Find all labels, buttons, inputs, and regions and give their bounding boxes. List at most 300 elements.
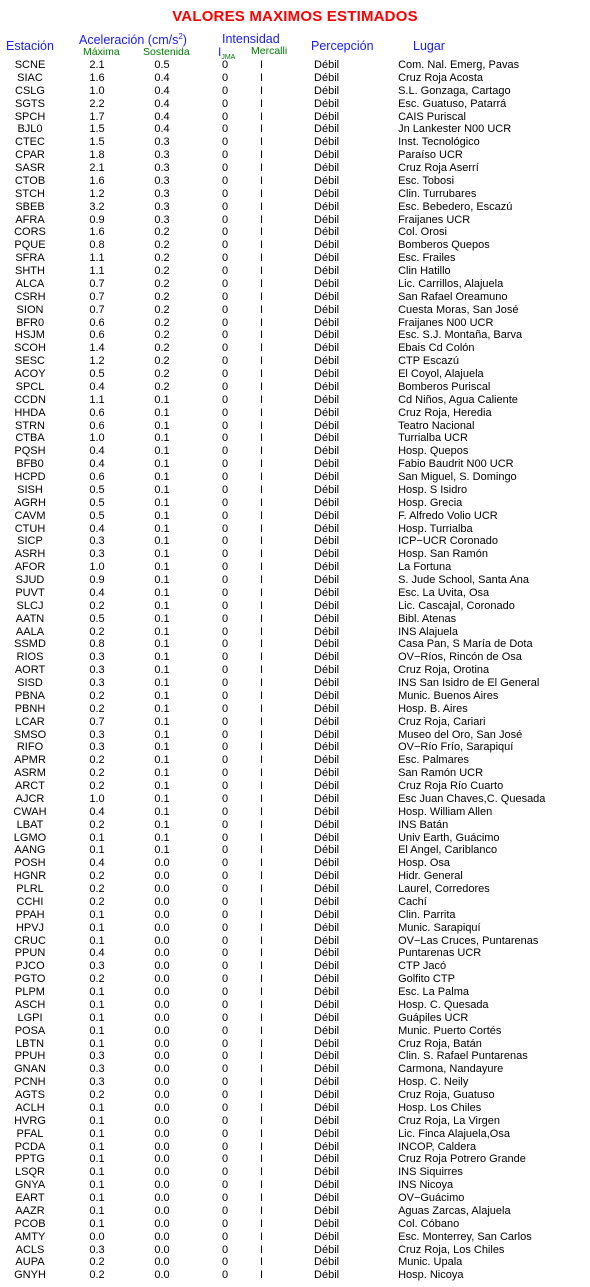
table-row	[0, 265, 588, 278]
perception-cell: Débil	[314, 445, 340, 458]
perception-cell: Débil	[314, 574, 340, 586]
perception-cell: Débil	[314, 252, 340, 265]
location-cell: Casa Pan, S María de Dota	[398, 638, 533, 651]
perception-cell: Débil	[314, 1037, 340, 1050]
perception-cell: Débil	[314, 1011, 340, 1024]
table-row	[0, 767, 588, 780]
location-cell: Clin. S. Rafael Puntarenas	[398, 1050, 528, 1063]
accel-sostenida-cell: 0.4	[154, 97, 170, 110]
intensity-jma-cell: 0	[221, 1063, 229, 1076]
perception-cell: Débil	[314, 689, 340, 702]
intensity-mercalli-cell: I	[260, 883, 264, 895]
intensity-jma-cell: 0	[221, 445, 229, 458]
intensity-mercalli-cell: I	[260, 844, 264, 857]
intensity-jma-cell: 0	[221, 870, 229, 883]
intensity-jma-cell: 0	[221, 1114, 229, 1127]
intensity-mercalli-cell: I	[260, 483, 264, 496]
intensity-mercalli-cell: I	[260, 393, 264, 406]
cell-spacer	[390, 677, 398, 690]
table-row	[0, 754, 588, 767]
accel-max-cell: 0.1	[89, 1179, 105, 1192]
station-code-cell: AGRH	[14, 496, 46, 509]
accel-sostenida-cell: 0.3	[154, 187, 170, 200]
table-row	[0, 716, 588, 729]
station-code-cell: CCDN	[14, 393, 46, 406]
intensity-mercalli-cell: I	[260, 123, 264, 136]
table-row	[0, 85, 588, 98]
intensity-mercalli-cell: I	[260, 380, 264, 393]
accel-sostenida-cell: 0.1	[154, 612, 170, 625]
perception-cell: Débil	[314, 1140, 340, 1153]
table-row	[0, 780, 588, 793]
table-row	[0, 226, 588, 239]
accel-sostenida-cell: 0.0	[154, 934, 170, 947]
accel-sostenida-cell: 0.2	[154, 290, 170, 303]
intensity-mercalli-cell: I	[260, 934, 264, 947]
perception-cell: Débil	[314, 934, 340, 947]
perception-cell: Débil	[314, 277, 340, 290]
cell-spacer	[390, 1244, 398, 1257]
location-cell: Cruz Roja, Orotina	[398, 664, 490, 677]
accel-sostenida-cell: 0.0	[154, 1089, 170, 1101]
accel-sostenida-cell: 0.0	[154, 1024, 170, 1037]
station-code-cell: LBAT	[16, 818, 44, 831]
table-row	[0, 909, 588, 922]
location-cell: Esc. Guatuso, Patarrá	[398, 97, 507, 110]
intensity-mercalli-cell: I	[260, 612, 264, 625]
table-row	[0, 832, 588, 845]
location-cell: Clin Hatillo	[398, 265, 451, 277]
perception-cell: Débil	[314, 1217, 340, 1230]
accel-sostenida-cell: 0.0	[154, 1204, 170, 1217]
intensity-mercalli-cell: I	[260, 818, 264, 831]
intensity-mercalli-cell: I	[260, 1230, 264, 1243]
cell-spacer	[390, 85, 398, 98]
perception-cell: Débil	[314, 741, 340, 754]
intensity-mercalli-cell: I	[260, 522, 264, 535]
accel-sostenida-cell: 0.0	[154, 1127, 170, 1140]
location-cell: INS San Isidro de El General	[398, 677, 540, 689]
station-code-cell: HSJM	[15, 329, 45, 342]
perception-cell: Débil	[314, 1063, 340, 1076]
location-cell: Cruz Roja, La Virgen	[398, 1114, 500, 1127]
cell-spacer	[390, 188, 398, 201]
station-code-cell: ACLS	[15, 1243, 45, 1256]
station-code-cell: ASRH	[14, 548, 46, 561]
intensity-mercalli-cell: I	[260, 187, 264, 200]
station-code-cell: LSQR	[15, 1166, 45, 1179]
accel-max-cell: 1.0	[89, 792, 105, 805]
intensity-jma-cell: 0	[221, 522, 229, 535]
intensity-mercalli-cell: I	[260, 1256, 264, 1269]
intensity-jma-cell: 0	[221, 702, 229, 715]
intensity-mercalli-cell: I	[260, 921, 264, 934]
perception-cell: Débil	[314, 316, 340, 329]
location-cell: INS Siquirres	[398, 1166, 463, 1179]
accel-sostenida-cell: 0.0	[154, 1179, 170, 1192]
station-code-cell: SMSO	[13, 728, 47, 741]
perception-cell: Débil	[314, 355, 340, 368]
intensity-jma-cell: 0	[221, 677, 229, 689]
intensity-jma-cell: 0	[221, 226, 229, 239]
cell-spacer	[390, 1192, 398, 1205]
intensity-mercalli-cell: I	[260, 574, 264, 586]
cell-spacer	[390, 1269, 398, 1282]
accel-sostenida-cell: 0.1	[154, 689, 170, 702]
intensity-jma-cell: 0	[221, 689, 229, 702]
cell-spacer	[390, 265, 398, 278]
intensity-mercalli-cell: I	[260, 857, 264, 870]
station-code-cell: SISD	[17, 677, 43, 689]
accel-max-cell: 1.5	[89, 136, 105, 149]
accel-sostenida-cell: 0.1	[154, 393, 170, 406]
location-cell: Hosp. Nicoya	[398, 1269, 464, 1282]
accel-max-cell: 0.3	[89, 1050, 105, 1063]
cell-spacer	[390, 767, 398, 780]
accel-max-cell: 0.6	[89, 329, 105, 342]
accel-max-cell: 0.3	[89, 1063, 105, 1076]
cell-spacer	[390, 1205, 398, 1218]
intensity-jma-cell: 0	[221, 986, 229, 998]
perception-cell: Débil	[314, 1114, 340, 1127]
station-code-cell: POSA	[14, 1024, 46, 1037]
accel-sostenida-cell: 0.1	[154, 432, 170, 445]
perception-cell: Débil	[314, 921, 340, 934]
intensity-mercalli-cell: I	[260, 986, 264, 998]
station-code-cell: AGTS	[15, 1089, 45, 1101]
accel-max-cell: 1.0	[89, 432, 105, 445]
table-row	[0, 664, 588, 677]
station-code-cell: PPAH	[15, 908, 45, 921]
perception-cell: Débil	[314, 1256, 340, 1269]
station-code-cell: LGMO	[13, 831, 47, 844]
accel-max-cell: 0.1	[89, 1024, 105, 1037]
station-code-cell: CORS	[14, 226, 46, 239]
location-cell: Cruz Roja Potrero Grande	[398, 1153, 526, 1166]
perception-cell: Débil	[314, 406, 340, 419]
perception-cell: Débil	[314, 1269, 340, 1282]
accel-max-cell: 0.4	[89, 857, 105, 870]
location-cell: Hosp. S Isidro	[398, 483, 468, 496]
accel-max-cell: 0.1	[89, 998, 105, 1011]
location-cell: OV−Guácimo	[398, 1192, 465, 1204]
accel-max-cell: 0.1	[89, 921, 105, 934]
table-row	[0, 188, 588, 201]
location-cell: El Angel, Cariblanco	[398, 844, 498, 857]
cell-spacer	[390, 458, 398, 471]
accel-max-cell: 1.1	[89, 393, 105, 406]
cell-spacer	[390, 844, 398, 857]
table-row	[0, 445, 588, 458]
station-code-cell: CTUH	[14, 522, 46, 535]
intensity-mercalli-cell: I	[260, 149, 264, 162]
accel-sostenida-cell: 0.0	[154, 1114, 170, 1127]
cell-spacer	[390, 999, 398, 1012]
accel-max-cell: 0.4	[89, 458, 105, 471]
intensity-jma-cell: 0	[221, 638, 229, 651]
location-cell: Col. Cóbano	[398, 1217, 460, 1230]
station-code-cell: CSLG	[15, 84, 45, 97]
perception-cell: Débil	[314, 973, 340, 986]
table-row	[0, 793, 588, 806]
accel-max-cell: 0.1	[89, 908, 105, 921]
cell-spacer	[390, 1089, 398, 1102]
table-row	[0, 291, 588, 304]
accel-sostenida-cell: 0.1	[154, 496, 170, 509]
cell-spacer	[390, 973, 398, 986]
cell-spacer	[390, 329, 398, 342]
perception-cell: Débil	[314, 419, 340, 432]
location-cell: Esc. Tobosi	[398, 174, 455, 187]
table-row	[0, 613, 588, 626]
cell-spacer	[390, 355, 398, 368]
cell-spacer	[390, 832, 398, 845]
intensity-mercalli-cell: I	[260, 419, 264, 432]
station-code-cell: AANG	[14, 844, 46, 857]
location-cell: Esc. Frailes	[398, 252, 456, 265]
table-row	[0, 844, 588, 857]
intensity-mercalli-cell: I	[260, 368, 264, 380]
location-cell: El Coyol, Alajuela	[398, 368, 484, 380]
perception-cell: Débil	[314, 136, 340, 149]
intensity-mercalli-cell: I	[260, 303, 264, 316]
accel-max-cell: 0.2	[89, 895, 105, 908]
perception-cell: Débil	[314, 715, 340, 728]
cell-spacer	[390, 1153, 398, 1166]
station-code-cell: PJCO	[15, 960, 45, 973]
intensity-mercalli-cell: I	[260, 1114, 264, 1127]
table-row	[0, 175, 588, 188]
accel-max-cell: 0.9	[89, 213, 105, 226]
accel-max-cell: 0.2	[89, 625, 105, 638]
station-code-cell: SIAC	[17, 71, 43, 84]
table-row	[0, 973, 588, 986]
intensity-mercalli-cell: I	[260, 432, 264, 445]
station-code-cell: CTBA	[15, 432, 45, 445]
location-cell: Clin. Turrubares	[398, 187, 477, 200]
intensity-jma-cell: 0	[221, 329, 229, 342]
accel-sostenida-cell: 0.1	[154, 651, 170, 664]
accel-max-cell: 0.2	[89, 689, 105, 702]
accel-sostenida-cell: 0.1	[154, 574, 170, 586]
perception-cell: Débil	[314, 200, 340, 213]
cell-spacer	[390, 1141, 398, 1154]
table-row	[0, 497, 588, 510]
accel-sostenida-cell: 0.0	[154, 1037, 170, 1050]
table-row	[0, 149, 588, 162]
perception-cell: Débil	[314, 123, 340, 136]
intensity-mercalli-cell: I	[260, 947, 264, 960]
accel-sostenida-cell: 0.1	[154, 677, 170, 689]
location-cell: INS Alajuela	[398, 625, 458, 638]
station-code-cell: ASCH	[14, 998, 46, 1011]
subheader-sostenida: Sostenida	[143, 46, 190, 58]
accel-sostenida-cell: 0.2	[154, 265, 170, 277]
location-cell: Hosp. Quepos	[398, 445, 469, 458]
accel-max-cell: 0.1	[89, 1166, 105, 1179]
accel-sostenida-cell: 0.1	[154, 844, 170, 857]
intensity-jma-cell: 0	[221, 1101, 229, 1114]
table-row	[0, 1102, 588, 1115]
intensity-jma-cell: 0	[221, 393, 229, 406]
intensity-jma-cell: 0	[221, 509, 229, 522]
table-row	[0, 432, 588, 445]
station-code-cell: LCAR	[15, 715, 45, 728]
accel-max-cell: 2.1	[89, 59, 105, 71]
table-row	[0, 1128, 588, 1141]
location-cell: Puntarenas UCR	[398, 947, 482, 960]
table-row	[0, 1166, 588, 1179]
cell-spacer	[390, 1128, 398, 1141]
accel-max-cell: 1.2	[89, 187, 105, 200]
table-row	[0, 523, 588, 536]
cell-spacer	[390, 523, 398, 536]
intensity-jma-cell: 0	[221, 149, 229, 162]
accel-sostenida-cell: 0.1	[154, 458, 170, 471]
cell-spacer	[390, 613, 398, 626]
station-code-cell: PUVT	[15, 586, 45, 599]
intensity-mercalli-cell: I	[260, 728, 264, 741]
location-cell: Hosp. William Allen	[398, 805, 493, 818]
accel-sostenida-cell: 0.3	[154, 213, 170, 226]
cell-spacer	[390, 445, 398, 458]
location-cell: Col. Orosi	[398, 226, 447, 239]
station-code-cell: AMTY	[14, 1230, 46, 1243]
location-cell: OV−Ríos, Rincón de Osa	[398, 651, 522, 664]
cell-spacer	[390, 98, 398, 111]
station-code-cell: SASR	[15, 162, 45, 174]
station-code-cell: AJCR	[15, 792, 45, 805]
header-percepcion: Percepción	[311, 39, 374, 53]
accel-sostenida-cell: 0.1	[154, 767, 170, 780]
cell-spacer	[390, 793, 398, 806]
cell-spacer	[390, 690, 398, 703]
table-row	[0, 510, 588, 523]
intensity-mercalli-cell: I	[260, 1192, 264, 1204]
accel-max-cell: 2.2	[89, 97, 105, 110]
intensity-mercalli-cell: I	[260, 715, 264, 728]
location-cell: Hosp. Turrialba	[398, 522, 473, 535]
intensity-jma-cell: 0	[221, 316, 229, 329]
accel-sostenida-cell: 0.1	[154, 561, 170, 574]
perception-cell: Débil	[314, 1179, 340, 1192]
station-code-cell: GNYH	[14, 1269, 46, 1282]
station-code-cell: ALCA	[15, 277, 45, 290]
intensity-jma-cell: 0	[221, 213, 229, 226]
cell-spacer	[390, 136, 398, 149]
perception-cell: Débil	[314, 883, 340, 895]
accel-sostenida-cell: 0.4	[154, 123, 170, 136]
perception-cell: Débil	[314, 561, 340, 574]
cell-spacer	[390, 1218, 398, 1231]
intensity-mercalli-cell: I	[260, 599, 264, 612]
station-code-cell: SESC	[15, 355, 45, 368]
location-cell: Fraijanes UCR	[398, 213, 471, 226]
intensity-jma-cell: 0	[221, 1179, 229, 1192]
cell-spacer	[390, 149, 398, 162]
perception-cell: Débil	[314, 432, 340, 445]
accel-max-cell: 0.7	[89, 715, 105, 728]
intensity-jma-cell: 0	[221, 1076, 229, 1089]
cell-spacer	[390, 870, 398, 883]
header-aceleracion: Aceleración $(cm/s^2)$	[79, 32, 187, 48]
location-cell: Turrialba UCR	[398, 432, 468, 445]
cell-spacer	[390, 226, 398, 239]
location-cell: CTP Escazú	[398, 355, 459, 368]
perception-cell: Débil	[314, 792, 340, 805]
intensity-jma-cell: 0	[221, 1204, 229, 1217]
station-code-cell: PPUH	[14, 1050, 46, 1063]
accel-sostenida-cell: 0.0	[154, 1011, 170, 1024]
perception-cell: Débil	[314, 110, 340, 123]
location-cell: Hidr. General	[398, 870, 463, 883]
station-code-cell: AALA	[15, 625, 45, 638]
cell-spacer	[390, 909, 398, 922]
accel-sostenida-cell: 0.2	[154, 342, 170, 355]
station-code-cell: CAVM	[14, 509, 46, 522]
cell-spacer	[390, 1012, 398, 1025]
intensity-jma-cell: 0	[221, 612, 229, 625]
station-code-cell: AORT	[14, 664, 46, 677]
intensity-jma-cell: 0	[221, 1243, 229, 1256]
intensity-jma-cell: 0	[221, 1269, 229, 1282]
cell-spacer	[390, 1256, 398, 1269]
cell-spacer	[390, 304, 398, 317]
station-code-cell: SICP	[17, 535, 43, 548]
cell-spacer	[390, 703, 398, 716]
accel-sostenida-cell: 0.1	[154, 831, 170, 844]
intensity-mercalli-cell: I	[260, 342, 264, 355]
accel-sostenida-cell: 0.0	[154, 1050, 170, 1063]
intensity-jma-cell: 0	[221, 883, 229, 895]
table-row	[0, 59, 588, 72]
table-row	[0, 1141, 588, 1154]
intensity-jma-cell: 0	[221, 1140, 229, 1153]
location-cell: INS Batán	[398, 818, 449, 831]
cell-spacer	[390, 600, 398, 613]
cell-spacer	[390, 123, 398, 136]
perception-cell: Débil	[314, 342, 340, 355]
intensity-jma-cell: 0	[221, 496, 229, 509]
intensity-mercalli-cell: I	[260, 290, 264, 303]
table-row	[0, 239, 588, 252]
intensity-jma-cell: 0	[221, 368, 229, 380]
cell-spacer	[390, 1038, 398, 1051]
station-code-cell: PQUE	[14, 239, 46, 252]
accel-sostenida-cell: 0.2	[154, 252, 170, 265]
intensity-jma-cell: 0	[221, 908, 229, 921]
intensity-jma-cell: 0	[221, 419, 229, 432]
location-cell: Fraijanes N00 UCR	[398, 316, 494, 329]
perception-cell: Débil	[314, 664, 340, 677]
intensity-jma-cell: 0	[221, 625, 229, 638]
cell-spacer	[390, 239, 398, 252]
intensity-jma-cell: 0	[221, 406, 229, 419]
station-code-cell: ASRM	[14, 767, 46, 780]
intensity-mercalli-cell: I	[260, 741, 264, 754]
accel-sostenida-cell: 0.3	[154, 136, 170, 149]
cell-spacer	[390, 252, 398, 265]
location-cell: Hosp. Los Chiles	[398, 1101, 482, 1114]
accel-sostenida-cell: 0.1	[154, 419, 170, 432]
intensity-jma-cell: 0	[221, 960, 229, 973]
accel-max-cell: 0.2	[89, 754, 105, 767]
intensity-mercalli-cell: I	[260, 998, 264, 1011]
accel-sostenida-cell: 0.0	[154, 973, 170, 986]
station-code-cell: SPCH	[14, 110, 46, 123]
accel-sostenida-cell: 0.2	[154, 316, 170, 329]
intensity-jma-cell: 0	[221, 998, 229, 1011]
